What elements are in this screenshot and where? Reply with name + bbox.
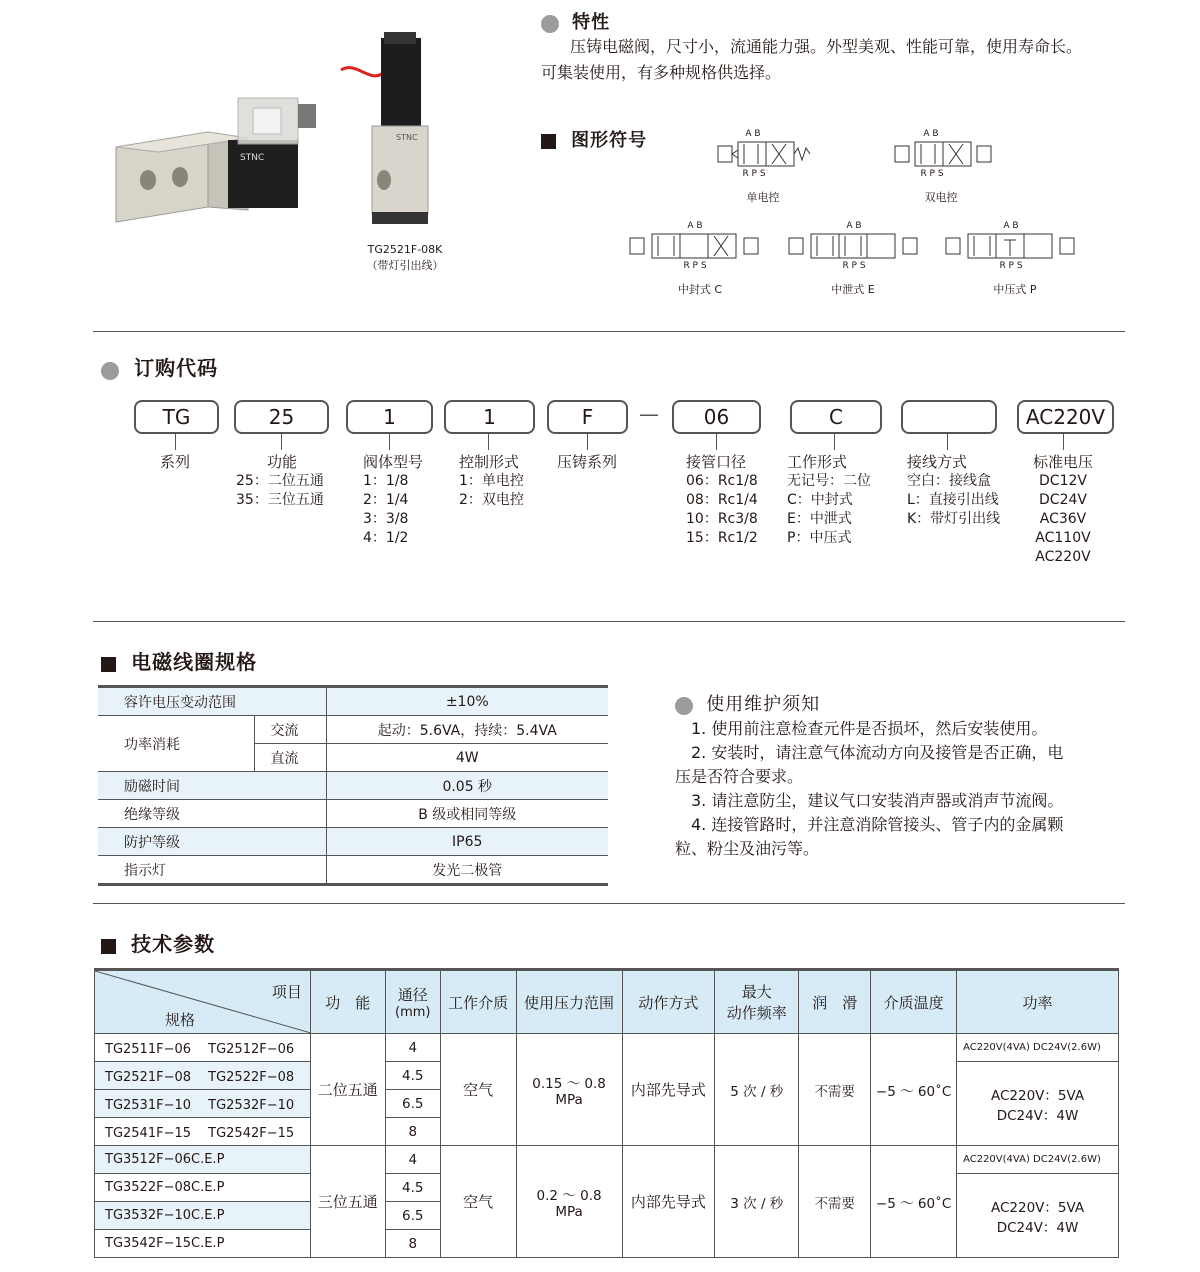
header-spec: 规格 — [165, 1011, 196, 1029]
bullet-square-icon — [541, 134, 556, 149]
coil-protect-value: IP65 — [326, 828, 608, 856]
svg-text:STNC: STNC — [240, 153, 265, 163]
coil-lamp-value: 发光二极管 — [326, 856, 608, 885]
table-row-spec: TG2541F−15 TG2542F−15 — [95, 1118, 311, 1146]
code-line — [716, 432, 717, 450]
features-heading: 特性 — [541, 8, 610, 34]
table-row-spec: TG2511F−06 TG2512F−06 — [95, 1034, 311, 1062]
symbols-heading: 图形符号 — [541, 126, 647, 152]
code-box-control: 1 — [444, 400, 535, 434]
coil-dc-value: 4W — [326, 744, 608, 772]
coil-ac-label: 交流 — [254, 716, 326, 744]
cell-bore: 4.5 — [385, 1062, 440, 1090]
cell-function: 二位五通 — [310, 1034, 385, 1146]
code-line — [834, 432, 835, 450]
table-row-spec: TG2521F−08 TG2522F−08 — [95, 1062, 311, 1090]
bullet-square-icon — [101, 657, 116, 672]
code-line — [947, 432, 948, 450]
cell-medium: 空气 — [440, 1146, 516, 1258]
table-row-spec: TG2531F−10 TG2532F−10 — [95, 1090, 311, 1118]
code-line — [389, 432, 390, 450]
features-text-2: 可集装使用，有多种规格供选择。 — [541, 63, 782, 82]
symbol-label-center-closed: 中封式 C — [677, 283, 723, 296]
coil-insul-label: 绝缘等级 — [98, 800, 326, 828]
cell-pressure: 0.15 ～ 0.8 MPa — [516, 1034, 622, 1146]
cell-lube: 不需要 — [799, 1034, 871, 1146]
table-row-spec: TG3532F−10C.E.P — [95, 1202, 311, 1230]
header-bore: 通径 (mm) — [385, 970, 440, 1034]
cell-bore: 6.5 — [385, 1202, 440, 1230]
code-line — [1063, 432, 1064, 450]
cell-pressure: 0.2 ～ 0.8 MPa — [516, 1146, 622, 1258]
code-box-body: 1 — [346, 400, 433, 434]
header-item-spec — [95, 970, 311, 1034]
header-medium: 工作介质 — [440, 970, 516, 1034]
symbol-port-top-4: A B — [846, 221, 862, 231]
cell-bore: 8 — [385, 1230, 440, 1258]
code-line — [175, 432, 176, 450]
coil-voltage-label: 容许电压变动范围 — [98, 687, 326, 716]
bullet-dot-icon — [101, 362, 119, 380]
header-lube: 润 滑 — [799, 970, 871, 1034]
symbol-port-top-5: A B — [1003, 221, 1019, 231]
code-col-cast: 压铸系列 — [557, 453, 618, 471]
code-line — [488, 432, 489, 450]
cell-bore: 6.5 — [385, 1090, 440, 1118]
symbol-port-top-3: A B — [687, 221, 703, 231]
cell-freq: 5 次 / 秒 — [715, 1034, 799, 1146]
symbol-port-top-2: A B — [923, 129, 939, 139]
header-action: 动作方式 — [622, 970, 715, 1034]
divider-3 — [93, 903, 1125, 904]
coil-ac-value: 起动：5.6VA，持续：5.4VA — [326, 716, 608, 744]
header-item: 项目 — [271, 983, 302, 1001]
features-text-1: 压铸电磁阀，尺寸小，流通能力强。外型美观、性能可靠，使用寿命长。 — [570, 37, 1083, 56]
symbol-label-center-exhaust: 中泄式 E — [831, 283, 875, 296]
symbol-port-bottom-5: R P S — [999, 261, 1023, 271]
coil-protect-label: 防护等级 — [98, 828, 326, 856]
coil-power-label: 功率消耗 — [98, 716, 254, 772]
table-row-spec: TG3522F−08C.E.P — [95, 1174, 311, 1202]
coil-insul-value: B 级或相同等级 — [326, 800, 608, 828]
cell-bore: 4 — [385, 1034, 440, 1062]
code-box-series: TG — [134, 400, 219, 434]
symbol-label-center-pressure: 中压式 P — [993, 283, 1037, 296]
product-photo-lamp-lead — [336, 30, 446, 230]
cell-power-main: AC220V：5VA DC24V：4W — [957, 1062, 1119, 1146]
code-box-voltage: AC220V — [1017, 400, 1114, 434]
coil-lamp-label: 指示灯 — [98, 856, 326, 885]
product-model-caption: TG2521F-08K — [367, 243, 443, 256]
cell-function: 三位五通 — [310, 1146, 385, 1258]
code-box-work: C — [790, 400, 882, 434]
cell-action: 内部先导式 — [622, 1034, 715, 1146]
code-line — [587, 432, 588, 450]
symbol-port-bottom-4: R P S — [842, 261, 866, 271]
code-box-port: 06 — [672, 400, 761, 434]
code-dash: — — [639, 402, 659, 426]
symbol-port-bottom: R P S — [742, 169, 766, 179]
cell-bore: 4.5 — [385, 1174, 440, 1202]
cell-power-top: AC220V(4VA) DC24V(2.6W) — [957, 1146, 1119, 1174]
coil-voltage-value: ±10% — [326, 687, 608, 716]
header-freq: 最大 动作频率 — [715, 970, 799, 1034]
coil-dc-label: 直流 — [254, 744, 326, 772]
code-col-work: 工作形式 无记号：二位 C：中封式 E：中泄式 P：中压式 — [787, 453, 871, 546]
cell-medium: 空气 — [440, 1034, 516, 1146]
symbol-label-double: 双电控 — [924, 191, 958, 204]
order-code-heading: 订购代码 — [101, 352, 218, 381]
code-col-voltage: 标准电压 DC12V DC24V AC36V AC110V AC220V — [1032, 453, 1093, 565]
symbol-label-single: 单电控 — [746, 191, 780, 204]
code-col-function: 功能 25：二位五通 35：三位五通 — [236, 453, 324, 508]
cell-action: 内部先导式 — [622, 1146, 715, 1258]
cell-freq: 3 次 / 秒 — [715, 1146, 799, 1258]
header-temp: 介质温度 — [871, 970, 957, 1034]
divider-1 — [93, 331, 1125, 332]
header-pressure: 使用压力范围 — [516, 970, 622, 1034]
code-col-body: 阀体型号 1：1/8 2：1/4 3：3/8 4：1/2 — [363, 453, 424, 546]
cell-bore: 8 — [385, 1118, 440, 1146]
table-row-spec: TG3512F−06C.E.P — [95, 1146, 311, 1174]
code-col-series: 系列 — [160, 453, 191, 471]
coil-excite-value: 0.05 秒 — [326, 772, 608, 800]
svg-text:STNC: STNC — [396, 133, 418, 142]
bullet-dot-icon — [675, 697, 693, 715]
tech-param-table — [94, 968, 1119, 1258]
coil-spec-table — [98, 685, 608, 886]
header-function: 功 能 — [310, 970, 385, 1034]
coil-excite-label: 励磁时间 — [98, 772, 326, 800]
cell-lube: 不需要 — [799, 1146, 871, 1258]
cell-temp: −5 ～ 60˚C — [871, 1146, 957, 1258]
code-col-port: 接管口径 06：Rc1/8 08：Rc1/4 10：Rc3/8 15：Rc1/2 — [686, 453, 758, 546]
code-col-control: 控制形式 1：单电控 2：双电控 — [459, 453, 524, 508]
symbol-port-bottom-2: R P S — [920, 169, 944, 179]
tech-heading: 技术参数 — [101, 928, 215, 957]
table-row-spec: TG3542F−15C.E.P — [95, 1230, 311, 1258]
maintenance-list: 1. 使用前注意检查元件是否损坏，然后安装使用。 2. 安装时，请注意气体流动方向及接管是否正确，电 压是否符合要求。 3. 请注意防尘，建议气口安装消声器或消声节流阀。 4. 连接管路时，并注意消除管接头、管子内的金属颗 粒、粉尘及油污等。 — [675, 719, 1064, 858]
code-box-cast: F — [547, 400, 628, 434]
maintenance-heading: 使用维护须知 — [675, 690, 820, 716]
cell-temp: −5 ～ 60˚C — [871, 1034, 957, 1146]
product-note-caption: （带灯引出线） — [366, 259, 444, 272]
bullet-dot-icon — [541, 15, 559, 33]
code-col-wiring: 接线方式 空白：接线盒 L：直接引出线 K：带灯引出线 — [907, 453, 1001, 527]
product-photo-single — [108, 82, 328, 232]
cell-bore: 4 — [385, 1146, 440, 1174]
coil-heading: 电磁线圈规格 — [101, 646, 257, 675]
symbol-port-bottom-3: R P S — [683, 261, 707, 271]
header-power: 功率 — [957, 970, 1119, 1034]
code-line — [281, 432, 282, 450]
divider-2 — [93, 621, 1125, 622]
bullet-square-icon — [101, 939, 116, 954]
symbol-port-top: A B — [745, 129, 761, 139]
cell-power-top: AC220V(4VA) DC24V(2.6W) — [957, 1034, 1119, 1062]
code-box-wiring — [901, 400, 997, 434]
code-box-function: 25 — [234, 400, 329, 434]
cell-power-main: AC220V：5VA DC24V：4W — [957, 1174, 1119, 1258]
